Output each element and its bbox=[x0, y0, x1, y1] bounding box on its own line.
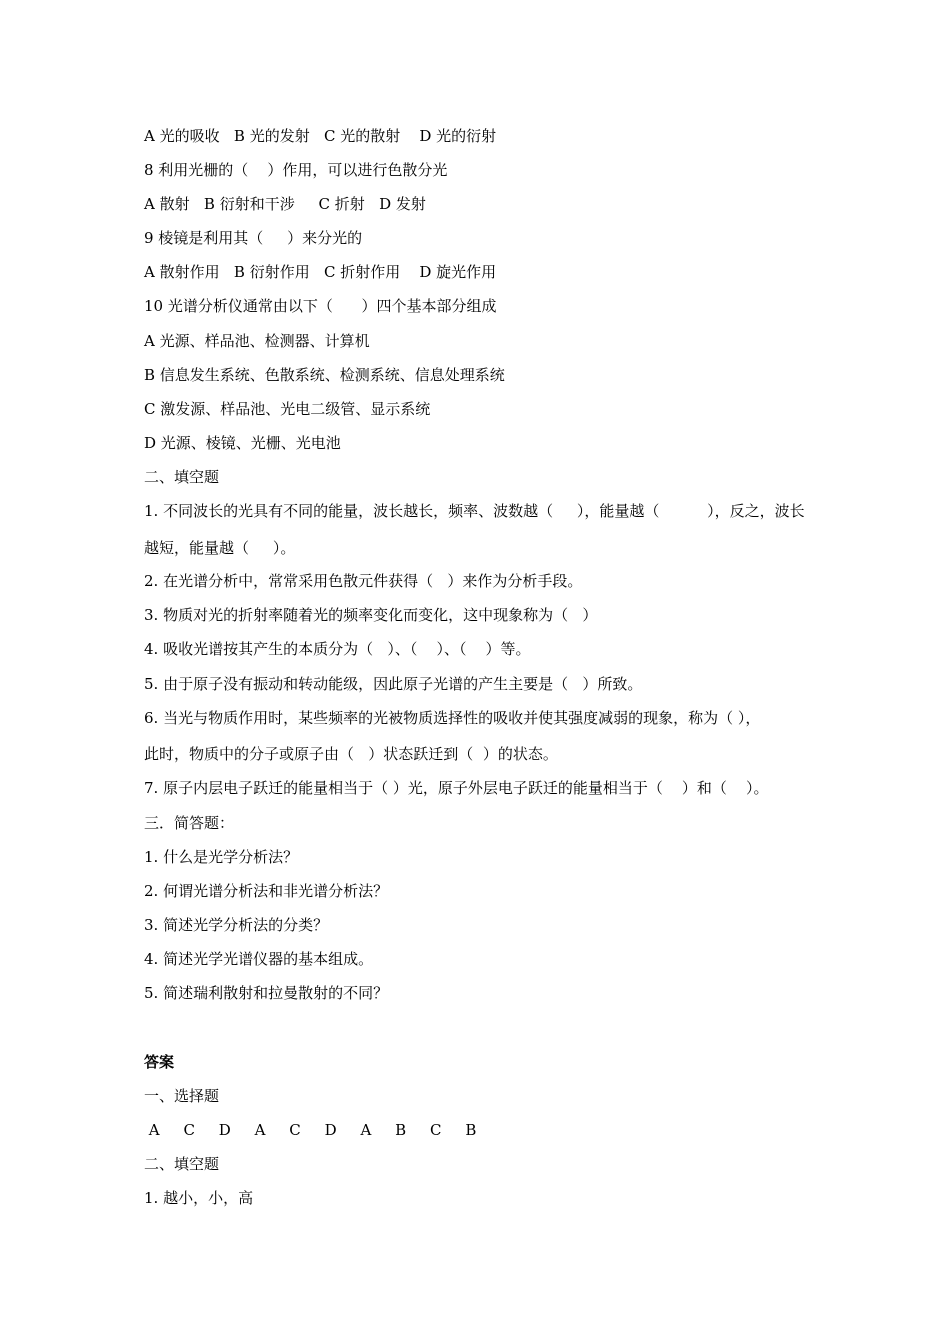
section-heading-fill-blank: 二、填空题 bbox=[144, 468, 220, 486]
section-heading-short-answer: 三．简答题： bbox=[144, 814, 235, 832]
question-10-option-a: A 光源、样品池、检测器、计算机 bbox=[144, 332, 370, 350]
question-10-option-d: D 光源、棱镜、光栅、光电池 bbox=[144, 434, 341, 452]
answers-section-choice: 一、选择题 bbox=[144, 1087, 220, 1105]
fill-question-7: 7. 原子内层电子跃迁的能量相当于（ ）光，原子外层电子跃迁的能量相当于（ ）和（ ）。 bbox=[144, 779, 769, 797]
fill-question-3: 3. 物质对光的折射率随着光的频率变化而变化，这中现象称为（ ） bbox=[144, 606, 598, 624]
short-question-1: 1. 什么是光学分析法？ bbox=[144, 848, 299, 866]
short-question-3: 3. 简述光学分析法的分类？ bbox=[144, 916, 329, 934]
short-question-2: 2. 何谓光谱分析法和非光谱分析法？ bbox=[144, 882, 389, 900]
answers-heading: 答案 bbox=[144, 1053, 175, 1071]
fill-question-6-continued: 此时，物质中的分子或原子由（ ）状态跃迁到（ ）的状态。 bbox=[144, 745, 558, 763]
fill-question-1: 1. 不同波长的光具有不同的能量，波长越长，频率、波数越（ ），能量越（ ），反之，波长 bbox=[144, 502, 805, 520]
fill-question-1-continued: 越短，能量越（ ）。 bbox=[144, 539, 296, 557]
fill-question-4: 4. 吸收光谱按其产生的本质分为（ ）、（ ）、（ ）等。 bbox=[144, 640, 531, 658]
question-9: 9 棱镜是利用其（ ）来分光的 bbox=[144, 229, 363, 247]
fill-question-5: 5. 由于原子没有振动和转动能级，因此原子光谱的产生主要是（ ）所致。 bbox=[144, 675, 643, 693]
question-10-option-b: B 信息发生系统、色散系统、检测系统、信息处理系统 bbox=[144, 366, 505, 384]
fill-question-6: 6. 当光与物质作用时，某些频率的光被物质选择性的吸收并使其强度减弱的现象，称为（ ）， bbox=[144, 709, 761, 727]
question-9-options: A 散射作用 B 衍射作用 C 折射作用 D 旋光作用 bbox=[144, 263, 497, 281]
answers-choice-list: A C D A C D A B C B bbox=[144, 1121, 477, 1139]
question-8: 8 利用光栅的（ ）作用，可以进行色散分光 bbox=[144, 161, 448, 179]
question-10-option-c: C 激发源、样品池、光电二级管、显示系统 bbox=[144, 400, 431, 418]
question-8-options: A 散射 B 衍射和干涉 C 折射 D 发射 bbox=[144, 195, 426, 213]
answers-fill-1: 1. 越小，小，高 bbox=[144, 1189, 254, 1207]
fill-question-2: 2. 在光谱分析中，常常采用色散元件获得（ ）来作为分析手段。 bbox=[144, 572, 583, 590]
answers-section-fill: 二、填空题 bbox=[144, 1155, 220, 1173]
question-7-options: A 光的吸收 B 光的发射 C 光的散射 D 光的衍射 bbox=[144, 127, 497, 145]
short-question-4: 4. 简述光学光谱仪器的基本组成。 bbox=[144, 950, 374, 968]
question-10: 10 光谱分析仪通常由以下（ ）四个基本部分组成 bbox=[144, 297, 497, 315]
short-question-5: 5. 简述瑞利散射和拉曼散射的不同？ bbox=[144, 984, 389, 1002]
